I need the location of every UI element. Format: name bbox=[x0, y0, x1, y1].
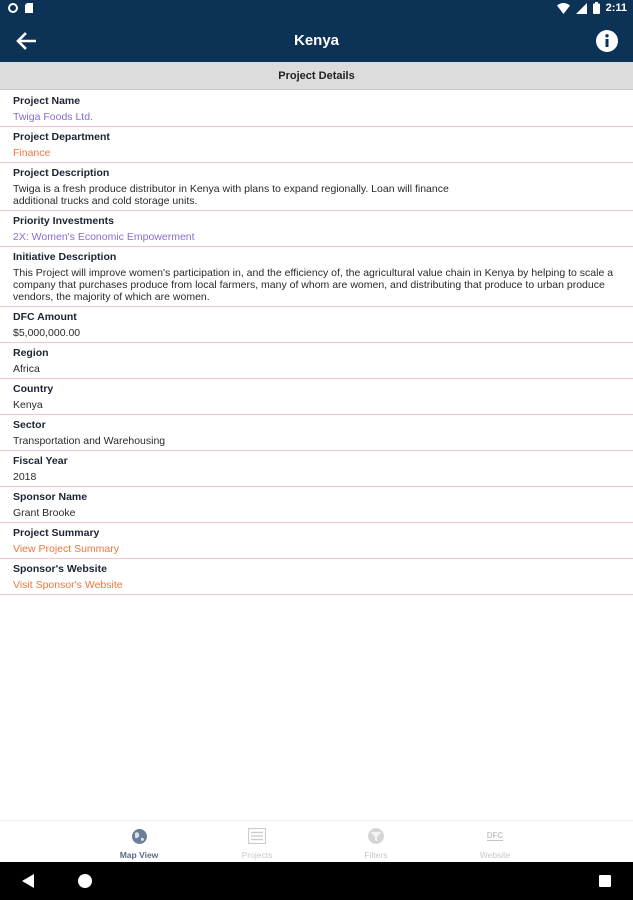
row-label: Project Department bbox=[13, 131, 110, 143]
row-label: DFC Amount bbox=[13, 311, 77, 323]
row-label: Project Summary bbox=[13, 527, 100, 539]
globe-icon bbox=[131, 828, 148, 845]
priority-investments-link[interactable]: 2X: Women's Economic Empowerment bbox=[13, 231, 195, 243]
row-label: Country bbox=[13, 383, 54, 395]
app-bar bbox=[0, 20, 633, 62]
status-bar bbox=[0, 0, 633, 20]
nav-filters[interactable] bbox=[341, 827, 411, 860]
row-project-name bbox=[0, 91, 633, 127]
row-initiative-description bbox=[0, 247, 633, 307]
nav-label: Filters bbox=[364, 850, 388, 860]
settings-notification-icon bbox=[8, 3, 18, 13]
info-button[interactable] bbox=[595, 29, 619, 53]
visit-sponsor-website-link[interactable]: Visit Sponsor's Website bbox=[13, 579, 123, 591]
sd-card-icon bbox=[25, 3, 33, 13]
row-label: Sponsor's Website bbox=[13, 563, 107, 575]
info-icon bbox=[595, 29, 619, 53]
row-label: Sector bbox=[13, 419, 46, 431]
row-project-department bbox=[0, 127, 633, 163]
row-sector bbox=[0, 415, 633, 451]
project-description-value: Twiga is a fresh produce distributor in Kenya with plans to expand regionally. Loan will finance additional trucks and cold storage units. bbox=[13, 183, 449, 207]
nav-map-view[interactable] bbox=[104, 827, 174, 860]
nav-label: Projects bbox=[241, 850, 273, 860]
list-icon bbox=[248, 828, 266, 844]
row-priority-investments bbox=[0, 211, 633, 247]
sponsor-name-value: Grant Brooke bbox=[13, 507, 76, 519]
status-left bbox=[8, 3, 33, 13]
system-nav-bar bbox=[0, 862, 633, 900]
row-project-description bbox=[0, 163, 633, 211]
wifi-icon bbox=[557, 3, 570, 14]
row-label: Project Description bbox=[13, 167, 110, 179]
nav-website[interactable] bbox=[460, 827, 530, 860]
system-home-icon[interactable] bbox=[78, 874, 92, 888]
system-recents-icon[interactable] bbox=[599, 875, 611, 887]
row-country bbox=[0, 379, 633, 415]
row-label: Fiscal Year bbox=[13, 455, 68, 467]
row-fiscal-year bbox=[0, 451, 633, 487]
dfc-logo-icon: DFC bbox=[486, 831, 504, 840]
filter-icon bbox=[367, 827, 385, 845]
nav-label: Website bbox=[479, 850, 511, 860]
section-header: Project Details bbox=[0, 62, 633, 90]
view-project-summary-link[interactable]: View Project Summary bbox=[13, 543, 120, 555]
fiscal-year-value: 2018 bbox=[13, 471, 37, 483]
sector-value: Transportation and Warehousing bbox=[13, 435, 166, 447]
row-region bbox=[0, 343, 633, 379]
project-name-link[interactable]: Twiga Foods Ltd. bbox=[13, 111, 93, 123]
row-label: Priority Investments bbox=[13, 215, 114, 227]
country-value: Kenya bbox=[13, 399, 43, 411]
signal-icon bbox=[576, 3, 587, 14]
dfc-amount-value: $5,000,000.00 bbox=[13, 327, 81, 339]
row-label: Sponsor Name bbox=[13, 491, 88, 503]
page-title: Kenya bbox=[293, 32, 340, 49]
initiative-description-value: This Project will improve women's participation in, and the efficiency of, the agricultural value chain in Kenya by helping to scale a company that purchases produce from local farmers, many of whom are women, and distributing that produce to urban produce vendors, the majority of which are women. bbox=[13, 267, 614, 303]
row-sponsor-name bbox=[0, 487, 633, 523]
row-label: Initiative Description bbox=[13, 251, 117, 263]
system-back-icon[interactable] bbox=[21, 874, 35, 888]
region-value: Africa bbox=[13, 363, 40, 375]
bottom-nav bbox=[0, 820, 633, 862]
status-right bbox=[557, 2, 627, 14]
battery-icon bbox=[593, 2, 600, 14]
nav-label: Map View bbox=[119, 850, 159, 860]
row-label: Region bbox=[13, 347, 49, 359]
row-label: Project Name bbox=[13, 95, 81, 107]
nav-projects[interactable] bbox=[222, 827, 292, 860]
row-project-summary bbox=[0, 523, 633, 559]
row-sponsor-website bbox=[0, 559, 633, 595]
row-dfc-amount bbox=[0, 307, 633, 343]
status-time: 2:11 bbox=[605, 2, 627, 14]
project-department-link[interactable]: Finance bbox=[13, 147, 51, 159]
project-details-list bbox=[0, 91, 633, 595]
